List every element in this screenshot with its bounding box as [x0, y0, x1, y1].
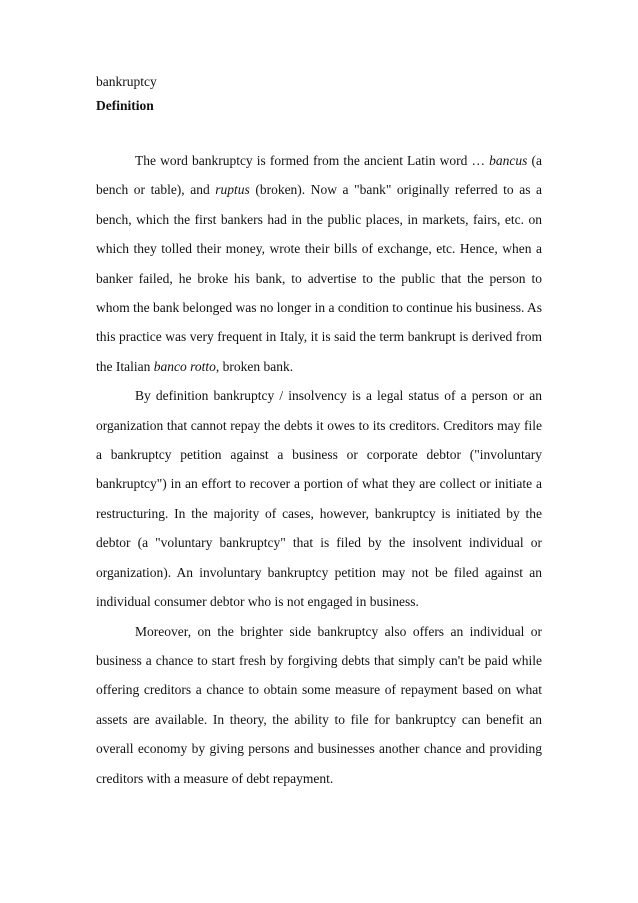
section-heading: Definition: [96, 98, 154, 113]
p1-text-3: (broken). Now a "bank" originally referred to as a bench, which the first bankers had in the public places, in markets, fairs, etc. on which they tolled their money, wrote their bills of exchange, etc. Hence, when a banker failed, he broke his bank, to advertise to the public that the person to whom the bank belonged was no longer in a condition to continue his business. As this practice was very frequent in Italy, it is said the term bankrupt is derived from the Italian: [96, 182, 542, 374]
latin-term-ruptus: ruptus: [215, 182, 250, 198]
italian-term-banco-rotto: banco rotto: [153, 358, 216, 374]
document-topic: bankruptcy: [96, 74, 157, 89]
p1-text-4: , broken bank.: [215, 358, 294, 374]
latin-term-bancus: bancus: [489, 153, 528, 168]
p1-text-2: (a bench or table), and: [96, 153, 543, 198]
paragraph-definition: By definition bankruptcy / insolvency is a legal status of a person or an organization that cannot repay the debts it owes to its creditors. Creditors may file a bankruptcy petition against a business or corporate debtor ("involuntary bankruptcy") in an effort to recover a portion of what they are collect or initiate a restructuring. In the majority of cases, however, bankruptcy is initiated by the debtor (a "voluntary bankruptcy" that is filed by the insolvent individual or organization). An involuntary bankruptcy petition may not be filed against an individual consumer debtor who is not engaged in business.: [96, 388, 542, 610]
paragraph-benefits: Moreover, on the brighter side bankruptcy also offers an individual or business a chance to start fresh by forgiving debts that simply can't be paid while offering creditors a chance to obtain some measure of repayment based on what assets are available. In theory, the ability to file for bankruptcy can benefit an overall economy by giving persons and businesses another chance and providing creditors with a measure of debt repayment.: [96, 623, 542, 786]
p1-text-1: The word bankruptcy is formed from the ancient Latin word …: [135, 153, 486, 168]
document-page: [96, 72, 542, 793]
paragraph-etymology: [96, 146, 542, 381]
